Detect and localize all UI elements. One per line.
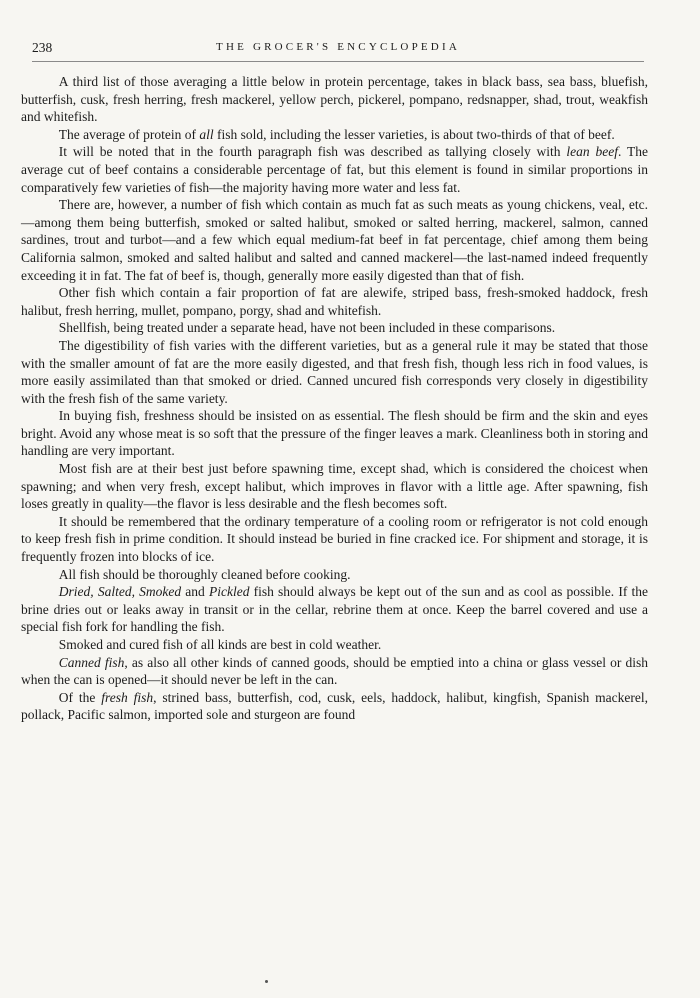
italic-run: all — [199, 126, 214, 142]
paragraph — [21, 583, 648, 636]
page-number: 238 — [32, 40, 53, 55]
italic-run: lean beef — [566, 144, 619, 160]
text-run: . The average cut of beef contains a considerable percentage of fat, but this element is found in similar proportions in comparatively few varieties of fish—the majority having more water and less fat. — [21, 144, 648, 195]
text-run: In buying fish, freshness should be insisted on as essential. The flesh should be firm and the skin and eyes bright. Avoid any whose meat is so soft that the pressure of the finger leaves a mark. Cleanliness both in storing and handling are very important. — [21, 408, 648, 459]
text-run: A third list of those averaging a little below in protein percentage, takes in black bass, sea bass, bluefish, butterfish, cusk, fresh herring, fresh mackerel, yellow perch, pickerel, pompano, redsnapper, shad, trout, weakfish and whitefish. — [21, 74, 648, 125]
text-run: Shellfish, being treated under a separate head, have not been included in these comparisons. — [58, 320, 556, 336]
text-run: Of the — [58, 689, 102, 705]
paragraph — [21, 196, 648, 284]
paragraph — [21, 654, 648, 689]
text-run: It will be noted that in the fourth paragraph fish was described as tallying closely with — [58, 144, 567, 160]
page-header — [32, 40, 644, 56]
text-run: , strined bass, butterfish, cod, cusk, eels, haddock, halibut, kingfish, Spanish mackerel, pollack, Pacific salmon, imported sole and sturgeon are found — [21, 689, 648, 723]
text-run: The average of protein of — [58, 126, 200, 142]
paragraph — [21, 566, 648, 584]
paragraph — [21, 319, 648, 337]
text-run: Most fish are at their best just before spawning time, except shad, which is considered the choicest when spawning; and when very fresh, except halibut, which improves in flavor with a little age. After spawning, fish loses greatly in quality—the flavor is less desirable and the flesh becomes soft. — [21, 461, 648, 512]
paragraph — [21, 636, 648, 654]
text-run: and — [181, 584, 209, 600]
text-run: The digestibility of fish varies with the different varieties, but as a general rule it may be stated that those with the smaller amount of fat are the more easily digested, and that fresh fish, though less rich in food values, is more easily assimilated than that smoked or dried. Canned uncured fish corresponds very closely in digestibility with the fresh fish of the same variety. — [21, 337, 648, 406]
italic-run: fresh fish — [101, 689, 154, 705]
paragraph — [21, 513, 648, 566]
text-run: fish sold, including the lesser varieties, is about two-thirds of that of beef. — [213, 126, 615, 142]
paragraph — [21, 284, 648, 319]
text-run: It should be remembered that the ordinary temperature of a cooling room or refrigerator is not cold enough to keep fresh fish in prime condition. It should instead be buried in fine cracked ice. For shipment and storage, it is frequently frozen into blocks of ice. — [21, 513, 648, 565]
paragraph — [21, 460, 648, 513]
print-speck — [265, 980, 268, 983]
text-run: Smoked and cured fish of all kinds are best in cold weather. — [58, 637, 382, 652]
text-run: There are, however, a number of fish which contain as much fat as such meats as young chickens, veal, etc.—among them being butterfish, smoked or salted halibut, smoked or salted herring, mackerel, salmon, canned sardines, trout and turbot—and a few which equal medium-fat beef in fat percentage, chief among them being California salmon, smoked and salted halibut and salted and canned mackerel—the last-named indeed frequently exceeding it in fat. The fat of beef is, though, generally more easily digested than that of fish. — [21, 197, 648, 283]
paragraph — [21, 126, 648, 144]
paragraph — [21, 407, 648, 460]
italic-run: Pickled — [208, 584, 250, 600]
paragraph — [21, 143, 648, 196]
paragraph — [21, 689, 648, 724]
paragraph — [21, 73, 648, 126]
text-run: fish should always be kept out of the sun and as cool as possible. If the brine dries out or leaks away in transit or in the cellar, rebrine them at once. Keep the barrel covered and use a special fish fork for handling the fish. — [21, 584, 648, 635]
paragraph — [21, 337, 648, 407]
text-run: Other fish which contain a fair proportion of fat are alewife, striped bass, fresh-smoked haddock, fresh halibut, fresh herring, mullet, pompano, porgy, shad and whitefish. — [21, 285, 648, 318]
italic-run: Canned fish — [58, 654, 125, 670]
header-rule — [32, 61, 644, 62]
text-run: , as also all other kinds of canned goods, should be emptied into a china or glass vessel or dish when the can is opened—it should never be left in the can. — [21, 654, 648, 688]
running-title: THE GROCER'S ENCYCLOPEDIA — [216, 41, 460, 53]
text-run: All fish should be thoroughly cleaned before cooking. — [58, 566, 351, 582]
body-text — [21, 73, 648, 724]
italic-run: Dried, Salted, Smoked — [58, 584, 182, 600]
